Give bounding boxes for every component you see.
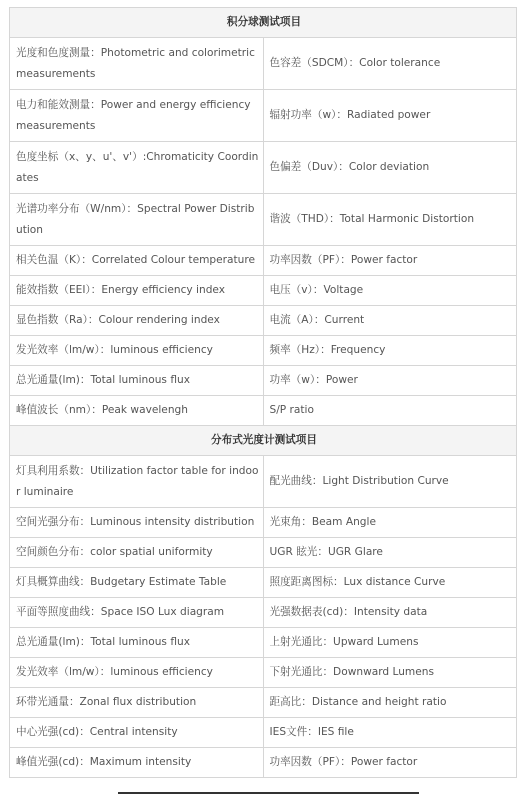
table-row: [10, 508, 517, 538]
table-row: [10, 276, 517, 306]
table-cell-right: 色容差（SDCM）：Color tolerance: [263, 38, 517, 90]
table-cell-right: 功率因数（PF）：Power factor: [263, 748, 517, 778]
table-row: [10, 598, 517, 628]
section-title-goniophotometer: 分布式光度计测试项目: [10, 426, 517, 456]
table-cell-right: 谐波（THD）：Total Harmonic Distortion: [263, 194, 517, 246]
test-items-table: [9, 7, 517, 778]
table-cell-left: 电力和能效测量：Power and energy efficiency measurements: [10, 90, 264, 142]
table-row: [10, 38, 517, 90]
table-cell-right: IES文件：IES file: [263, 718, 517, 748]
test-items-table-container: [9, 7, 517, 778]
table-row: [10, 568, 517, 598]
table-cell-right: 距高比：Distance and height ratio: [263, 688, 517, 718]
table-cell-right: 辐射功率（w）：Radiated power: [263, 90, 517, 142]
table-row: [10, 688, 517, 718]
table-cell-right: 光束角：Beam Angle: [263, 508, 517, 538]
table-cell-right: 配光曲线：Light Distribution Curve: [263, 456, 517, 508]
table-cell-right: 电流（A）：Current: [263, 306, 517, 336]
table-cell-left: 空间光强分布：Luminous intensity distribution: [10, 508, 264, 538]
table-row: [10, 396, 517, 426]
table-row: [10, 246, 517, 276]
table-cell-left: 峰值波长（nm）：Peak wavelengh: [10, 396, 264, 426]
table-row: [10, 456, 517, 508]
table-cell-right: 频率（Hz）：Frequency: [263, 336, 517, 366]
table-cell-right: 下射光通比：Downward Lumens: [263, 658, 517, 688]
table-row: [10, 336, 517, 366]
table-cell-left: 相关色温（K）：Correlated Colour temperature: [10, 246, 264, 276]
table-cell-left: 平面等照度曲线：Space ISO Lux diagram: [10, 598, 264, 628]
table-row: [10, 90, 517, 142]
table-cell-right: S/P ratio: [263, 396, 517, 426]
table-row: [10, 658, 517, 688]
table-cell-left: 光度和色度测量：Photometric and colorimetric measurements: [10, 38, 264, 90]
table-row: [10, 628, 517, 658]
section-header-row: [10, 426, 517, 456]
table-row: [10, 194, 517, 246]
table-cell-left: 发光效率（lm/w）：luminous efficiency: [10, 336, 264, 366]
table-cell-left: 显色指数（Ra）：Colour rendering index: [10, 306, 264, 336]
table-cell-left: 灯具概算曲线：Budgetary Estimate Table: [10, 568, 264, 598]
table-cell-right: 色偏差（Duv）：Color deviation: [263, 142, 517, 194]
table-cell-left: 环带光通量：Zonal flux distribution: [10, 688, 264, 718]
table-cell-left: 光谱功率分布（W/nm）：Spectral Power Distribution: [10, 194, 264, 246]
table-cell-left: 灯具利用系数：Utilization factor table for indoor luminaire: [10, 456, 264, 508]
table-cell-left: 空间颜色分布：color spatial uniformity: [10, 538, 264, 568]
section-title-integrating-sphere: 积分球测试项目: [10, 8, 517, 38]
bottom-divider: [118, 792, 419, 794]
table-cell-right: 上射光通比：Upward Lumens: [263, 628, 517, 658]
table-row: [10, 142, 517, 194]
table-cell-left: 总光通量(lm)：Total luminous flux: [10, 628, 264, 658]
table-cell-left: 中心光强(cd)：Central intensity: [10, 718, 264, 748]
table-cell-right: UGR 眩光：UGR Glare: [263, 538, 517, 568]
table-cell-right: 电压（v）：Voltage: [263, 276, 517, 306]
table-row: [10, 538, 517, 568]
table-cell-right: 功率（w）：Power: [263, 366, 517, 396]
table-row: [10, 748, 517, 778]
table-cell-right: 光强数据表(cd)：Intensity data: [263, 598, 517, 628]
table-cell-left: 发光效率（lm/w）：luminous efficiency: [10, 658, 264, 688]
table-row: [10, 718, 517, 748]
table-cell-right: 功率因数（PF）：Power factor: [263, 246, 517, 276]
table-cell-left: 色度坐标（x、y、u'、v'）:Chromaticity Coordinates: [10, 142, 264, 194]
table-cell-left: 峰值光强(cd)：Maximum intensity: [10, 748, 264, 778]
section-header-row: [10, 8, 517, 38]
table-row: [10, 306, 517, 336]
table-cell-left: 能效指数（EEI）：Energy efficiency index: [10, 276, 264, 306]
table-row: [10, 366, 517, 396]
table-cell-right: 照度距离图标：Lux distance Curve: [263, 568, 517, 598]
table-cell-left: 总光通量(lm)：Total luminous flux: [10, 366, 264, 396]
